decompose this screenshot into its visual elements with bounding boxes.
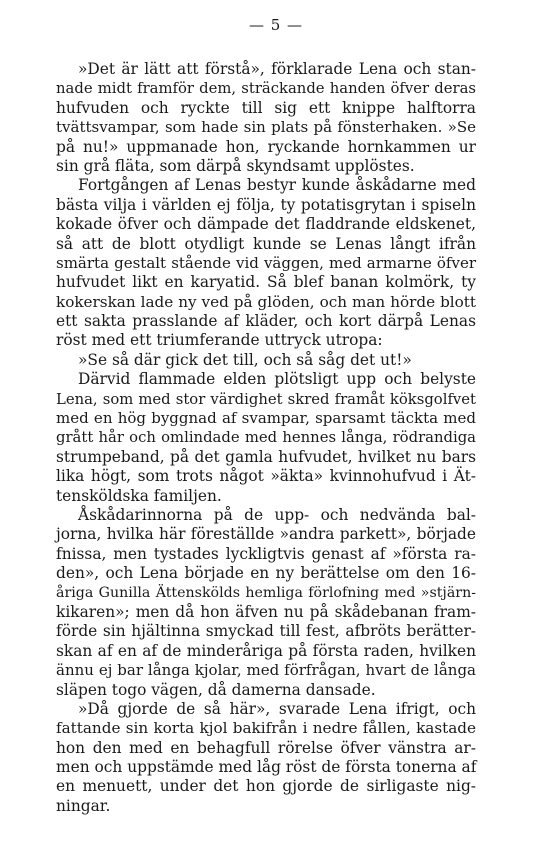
text-line: fnissa, men tystades lyckligtvis genast af »första ra-	[56, 544, 476, 563]
text-line: grått hår och omlindade med hennes långa, rödrandiga	[56, 429, 476, 447]
text-line: ningar.	[56, 796, 111, 815]
text-line: Fortgången af Lenas bestyr kunde åskådarne med	[78, 176, 476, 195]
text-line: kikaren»; men då hon äfven nu på skådebanan fram-	[56, 602, 476, 621]
text-line: men och uppstämde med låg röst de första tonerna af	[56, 758, 477, 777]
text-line: sin grå fläta, som därpå skyndsamt upplöstes.	[56, 156, 415, 175]
text-line: släpen togo vägen, då damerna dansade.	[56, 680, 376, 699]
text-line: Därvid flammade elden plötsligt upp och belyste	[78, 370, 476, 389]
text-line: hufvuden och ryckte till sig ett knippe halftorra	[56, 98, 476, 117]
text-line: Lena, som med stor värdighet skred framåt köksgolfvet	[56, 390, 476, 408]
text-line: hon den med en behagfull rörelse öfver vänstra ar-	[56, 738, 476, 757]
text-line: bästa vilja i världen ej följa, ty potatisgrytan i spiseln	[56, 195, 476, 214]
text-line: tensköldska familjen.	[56, 486, 222, 505]
text-line: ett sakta prasslande af kläder, och kort därpå Lenas	[56, 312, 476, 331]
text-line: förde sin hjältinna smyckad till fest, afbröts berätter-	[56, 622, 476, 641]
page-number: — 5 —	[248, 16, 304, 34]
text-line: den», och Lena började en ny berättelse om den 16-	[56, 564, 476, 583]
text-line: strumpeband, på det gamla hufvudet, hvilket nu bars	[56, 447, 476, 466]
text-line: »Det är lätt att förstå», förklarade Lena och stan-	[78, 60, 476, 78]
text-line: lika högt, som trots något »äkta» kvinnohufvud i Ät-	[56, 467, 476, 486]
text-line: hufvudet likt en karyatid. Så blef banan kolmörk, ty	[56, 273, 476, 292]
text-line: fattande sin korta kjol bakifrån i nedre fållen, kastade	[56, 719, 476, 738]
text-line: en menuett, under det hon gjorde de sirligaste nig-	[56, 777, 476, 796]
text-line: kokade öfver och dämpade det fladdrande eldskenet,	[56, 215, 476, 234]
text-line: smärta gestalt stående vid väggen, med armarne öfver	[56, 253, 476, 272]
text-line: »Då gjorde de så här», svarade Lena ifrigt, och	[78, 699, 476, 718]
body-text	[56, 60, 476, 816]
text-line: kokerskan lade ny ved på glöden, och man hörde blott	[56, 292, 476, 311]
text-line: röst med ett triumferande uttryck utropa:	[56, 331, 383, 350]
text-line: ännu ej bar långa kjolar, med förfrågan, hvart de långa	[56, 661, 476, 680]
text-line: på nu!» uppmanade hon, ryckande hornkammen ur	[56, 137, 476, 156]
text-line: åriga Gunilla Ättenskölds hemliga förlofning med »stjärn-	[56, 584, 476, 601]
text-line: jorna, hvilka här föreställde »andra parkett», började	[56, 525, 476, 544]
text-line: så att de blott otydligt kunde se Lenas långt ifrån	[56, 234, 476, 253]
text-line: skan af en af de minderåriga på första raden, hvilken	[56, 641, 476, 660]
text-line: Åskådarinnorna på de upp- och nedvända bal-	[78, 505, 476, 524]
text-line: tvättsvampar, som hade sin plats på fönsterhaken. »Se	[56, 118, 476, 137]
text-line: »Se så där gick det till, och så såg det ut!»	[78, 350, 412, 369]
text-line: med en hög byggnad af svampar, sparsamt täckta med	[56, 409, 476, 428]
text-line: nade midt framför dem, sträckande handen öfver deras	[56, 80, 476, 98]
